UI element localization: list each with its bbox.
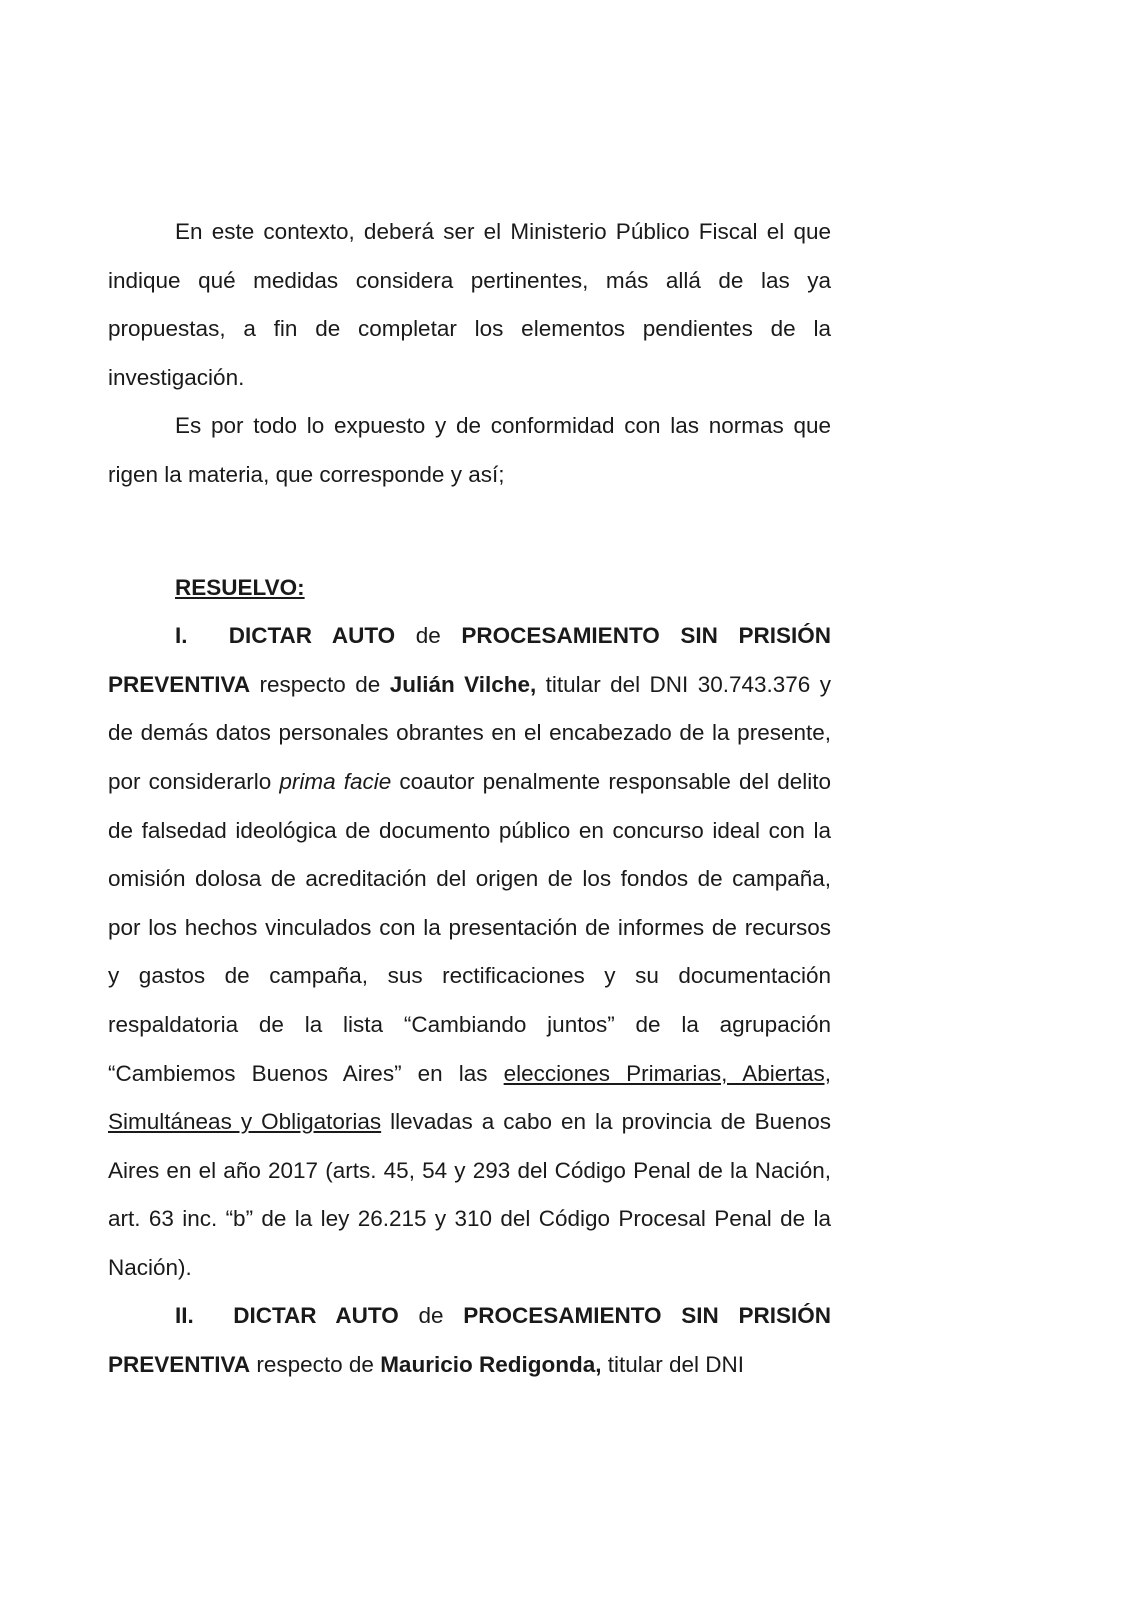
item-2-text-1: titular del DNI — [601, 1352, 745, 1378]
item-2-connector-2: respecto de — [250, 1352, 381, 1378]
item-1-connector: de — [395, 623, 462, 649]
item-2-action: DICTAR AUTO — [233, 1303, 399, 1329]
section-spacer — [108, 500, 831, 564]
resolution-heading: RESUELVO: — [175, 574, 305, 600]
item-2-person: Mauricio Redigonda, — [380, 1352, 602, 1378]
item-1-connector-2: respecto de — [250, 671, 390, 697]
item-1-measure: PROCESAMIENTO SIN PRISIÓN PREVENTIVA — [108, 623, 832, 697]
item-2-number: II. — [175, 1303, 194, 1329]
item-2-measure: PROCESAMIENTO SIN PRISIÓN PREVENTIVA — [108, 1303, 832, 1378]
item-1-text-3: llevadas a cabo en la provincia de Buenos Aires en el año 2017 (arts. 45, 54 y 293 del Código Penal de la Nación, art. 63 inc. “b” de la ley 26.215 y 310 del Código Procesal Penal de la Nación). — [108, 1109, 831, 1280]
item-2-connector: de — [398, 1303, 464, 1329]
resolution-item-2 — [108, 1292, 831, 1389]
item-1-text-2: coautor penalmente responsable del delito de falsedad ideológica de documento público en concurso ideal con la omisión dolosa de acreditación del origen de los fondos de campaña, por los hechos vinculados con la presentación de informes de recursos y gastos de campaña, sus rectificaciones y su documentación respaldatoria de la lista “Cambiando juntos” de la agrupación “Cambiemos Buenos Aires” en las — [108, 768, 831, 1086]
item-1-action: DICTAR AUTO — [228, 623, 396, 649]
item-1-election-name: elecciones Primarias, Abiertas, Simultáneas y Obligatorias — [108, 1060, 831, 1135]
paragraph-conclusion: Es por todo lo expuesto y de conformidad con las normas que rigen la materia, que corresponde y así; — [108, 413, 831, 487]
resolution-item-1 — [108, 612, 831, 1292]
item-1-number: I. — [175, 623, 188, 649]
item-1-person: Julián Vilche, — [389, 671, 537, 697]
paragraph-context: En este contexto, deberá ser el Ministerio Público Fiscal el que indique qué medidas considera pertinentes, más allá de las ya propuestas, a fin de completar los elementos pendientes de la investigación. — [108, 219, 831, 390]
document-body — [108, 208, 831, 1390]
item-1-latin-phrase: prima facie — [279, 768, 392, 794]
item-1-text-1: titular del DNI 30.743.376 y de demás datos personales obrantes en el encabezado de la presente, por considerarlo — [108, 671, 831, 794]
